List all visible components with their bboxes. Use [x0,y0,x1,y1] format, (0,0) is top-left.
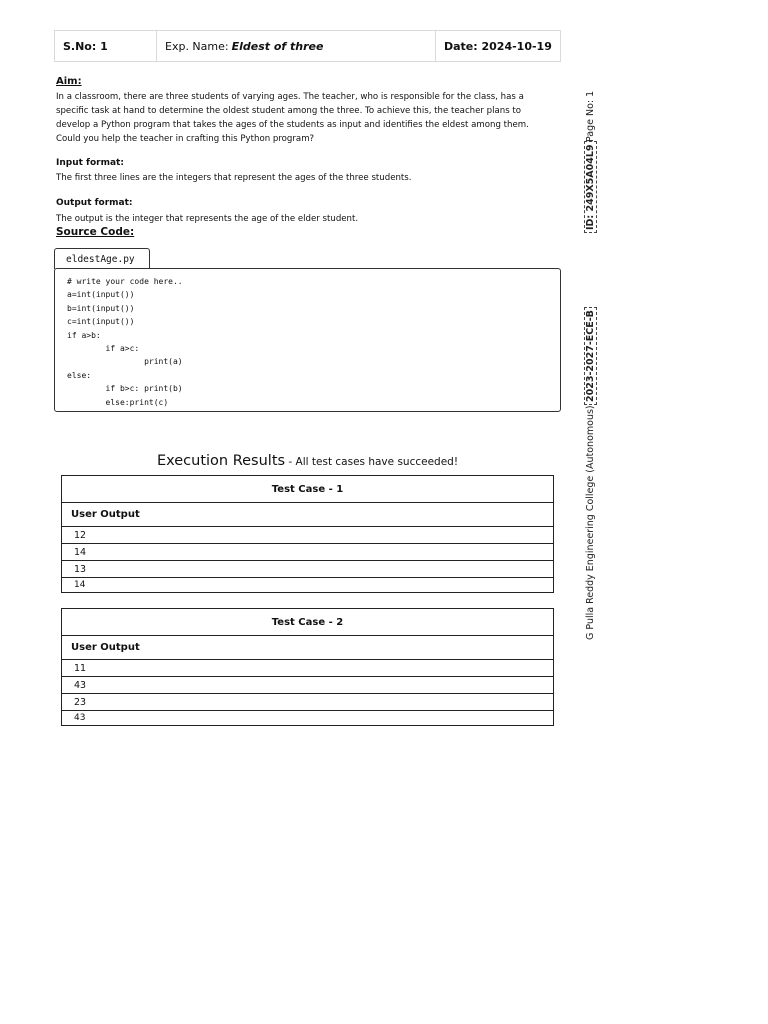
experiment-header [54,30,561,62]
source-code-box [54,268,561,412]
test-case-table [61,608,554,726]
output-value: 43 [61,711,554,726]
execution-results-status: - All test cases have succeeded! [285,456,459,468]
page-number: Page No: 1 [585,90,596,142]
source-code-heading: Source Code: [56,226,135,238]
output-format-text: The output is the integer that represents the age of the elder student. [56,214,359,224]
test-case-title: Test Case - 2 [61,608,554,636]
source-code: # write your code here.. a=int(input()) b=int(input()) c=int(input()) if a>b: if a>c: print(a) else: if b>c: print(b) else:print(c) [67,277,183,407]
aim-heading: Aim: [56,76,82,87]
aim-line: In a classroom, there are three students of varying ages. The teacher, who is responsible for the class, has a [56,92,524,102]
experiment-date: Date: 2024-10-19 [444,39,552,53]
output-value: 14 [61,544,554,561]
source-filename-tab: eldestAge.py [54,248,150,269]
output-value: 13 [61,561,554,578]
output-value: 23 [61,694,554,711]
input-format-text: The first three lines are the integers that represent the ages of the three students. [56,173,412,183]
experiment-name: Eldest of three [231,39,324,53]
output-value: 11 [61,660,554,677]
batch-value: 2023-2027-ECE-B [584,307,597,405]
test-case-title: Test Case - 1 [61,475,554,503]
experiment-name-label: Exp. Name: [165,39,229,53]
test-case-table [61,475,554,593]
execution-results-title [60,450,555,469]
output-format-heading: Output format: [56,198,133,208]
aim-line: specific task at hand to determine the oldest student among the three. To achieve this, the teacher plans to [56,106,522,116]
student-id [585,141,596,233]
batch-label [585,307,596,405]
student-id-value: ID: 249X5A04L9 [584,141,597,233]
experiment-name-cell [157,31,436,61]
serial-number: S.No: 1 [55,31,157,61]
output-value: 12 [61,527,554,544]
user-output-label: User Output [61,636,554,660]
college-name: G Pulla Reddy Engineering College (Autonomous) [585,405,596,640]
output-value: 14 [61,578,554,593]
aim-line: Could you help the teacher in crafting this Python program? [56,134,315,144]
input-format-heading: Input format: [56,158,124,168]
aim-line: develop a Python program that takes the ages of the students as input and identifies the eldest among them. [56,120,529,130]
aim-text [56,90,561,146]
user-output-label: User Output [61,503,554,527]
execution-results-heading: Execution Results [156,453,286,469]
output-value: 43 [61,677,554,694]
